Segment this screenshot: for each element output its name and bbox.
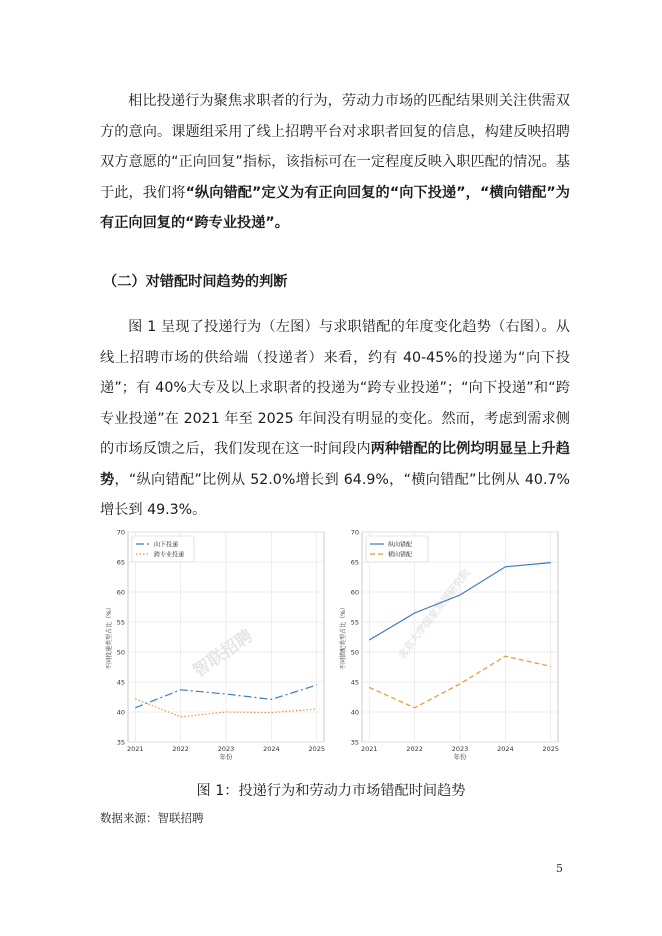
chart-delivery-behavior	[100, 524, 332, 760]
y-tick-label: 60	[350, 588, 359, 597]
paragraph-trend-bold: 两种错配的比例均明显呈上升趋势	[100, 441, 570, 488]
legend-label: 向下投递	[154, 541, 179, 549]
y-tick-label: 35	[350, 738, 359, 747]
y-tick-label: 70	[116, 528, 125, 537]
y-tick-label: 50	[116, 648, 125, 657]
y-tick-label: 40	[116, 708, 125, 717]
y-tick-label: 35	[116, 738, 125, 747]
watermark: 智联招聘	[189, 626, 257, 682]
y-axis-label: 不同投递类型占比（%）	[106, 604, 113, 670]
x-tick-label: 2023	[451, 745, 469, 753]
paragraph-trend-text-2: ，“纵向错配”比例从 52.0%增长到 64.9%，“横向错配”比例从 40.7%增长到 49.3%。	[100, 471, 570, 518]
data-source: 数据来源：智联招聘	[100, 811, 204, 825]
figure-caption: 图 1：投递行为和劳动力市场错配时间趋势	[196, 783, 466, 799]
x-tick-label: 2021	[126, 745, 144, 753]
legend-label: 横向错配	[388, 551, 413, 559]
y-tick-label: 70	[350, 528, 359, 537]
y-tick-label: 45	[350, 678, 359, 687]
paragraph-trend	[100, 312, 570, 526]
x-tick-label: 2025	[308, 745, 326, 753]
watermark: 北京大学国家发展研究院	[396, 567, 473, 662]
x-tick-label: 2021	[360, 745, 378, 753]
x-tick-label: 2022	[172, 745, 189, 753]
y-tick-label: 60	[116, 588, 125, 597]
paragraph-trend-text-1: 图 1 呈现了投递行为（左图）与求职错配的年度变化趋势（右图）。从线上招聘市场的供给端（投递者）来看，约有 40-45%的投递为“向下投递”；有 40%大专及以上求职者的投递为“跨专业投递”；“向下投递”和“跨专业投递”在 2021 年至 2025 年间没有明显的变化。然而，考虑到需求侧的市场反馈之后，我们发现在这一时间段内	[100, 319, 570, 457]
section-heading: （二）对错配时间趋势的判断	[103, 274, 288, 290]
y-axis-label: 不同错配类型占比（%）	[340, 604, 347, 670]
paragraph-intro-bold: “纵向错配”定义为有正向回复的“向下投递”，“横向错配”为有正向回复的“跨专业投递”。	[100, 184, 570, 231]
x-tick-label: 2024	[263, 745, 280, 753]
y-tick-label: 65	[116, 558, 125, 567]
y-tick-label: 45	[116, 678, 125, 687]
paragraph-intro	[100, 86, 570, 239]
x-tick-label: 2024	[497, 745, 514, 753]
paragraph-intro-text: 相比投递行为聚焦求职者的行为，劳动力市场的匹配结果则关注供需双方的意向。课题组采用了线上招聘平台对求职者回复的信息，构建反映招聘双方意愿的“正向回复”指标，该指标可在一定程度反映入职匹配的情况。基于此，我们将	[100, 93, 570, 201]
x-tick-label: 2025	[542, 745, 560, 753]
y-tick-label: 50	[350, 648, 359, 657]
page-number: 5	[556, 862, 563, 875]
y-tick-label: 40	[350, 708, 359, 717]
chart-mismatch	[334, 524, 566, 760]
x-axis-label: 年份	[219, 753, 233, 760]
x-tick-label: 2022	[406, 745, 423, 753]
y-tick-label: 65	[350, 558, 359, 567]
legend-label: 跨专业投递	[154, 551, 185, 559]
y-tick-label: 55	[350, 618, 359, 627]
x-tick-label: 2023	[217, 745, 235, 753]
legend-label: 纵向错配	[388, 541, 413, 549]
x-axis-label: 年份	[453, 753, 467, 760]
y-tick-label: 55	[116, 618, 125, 627]
